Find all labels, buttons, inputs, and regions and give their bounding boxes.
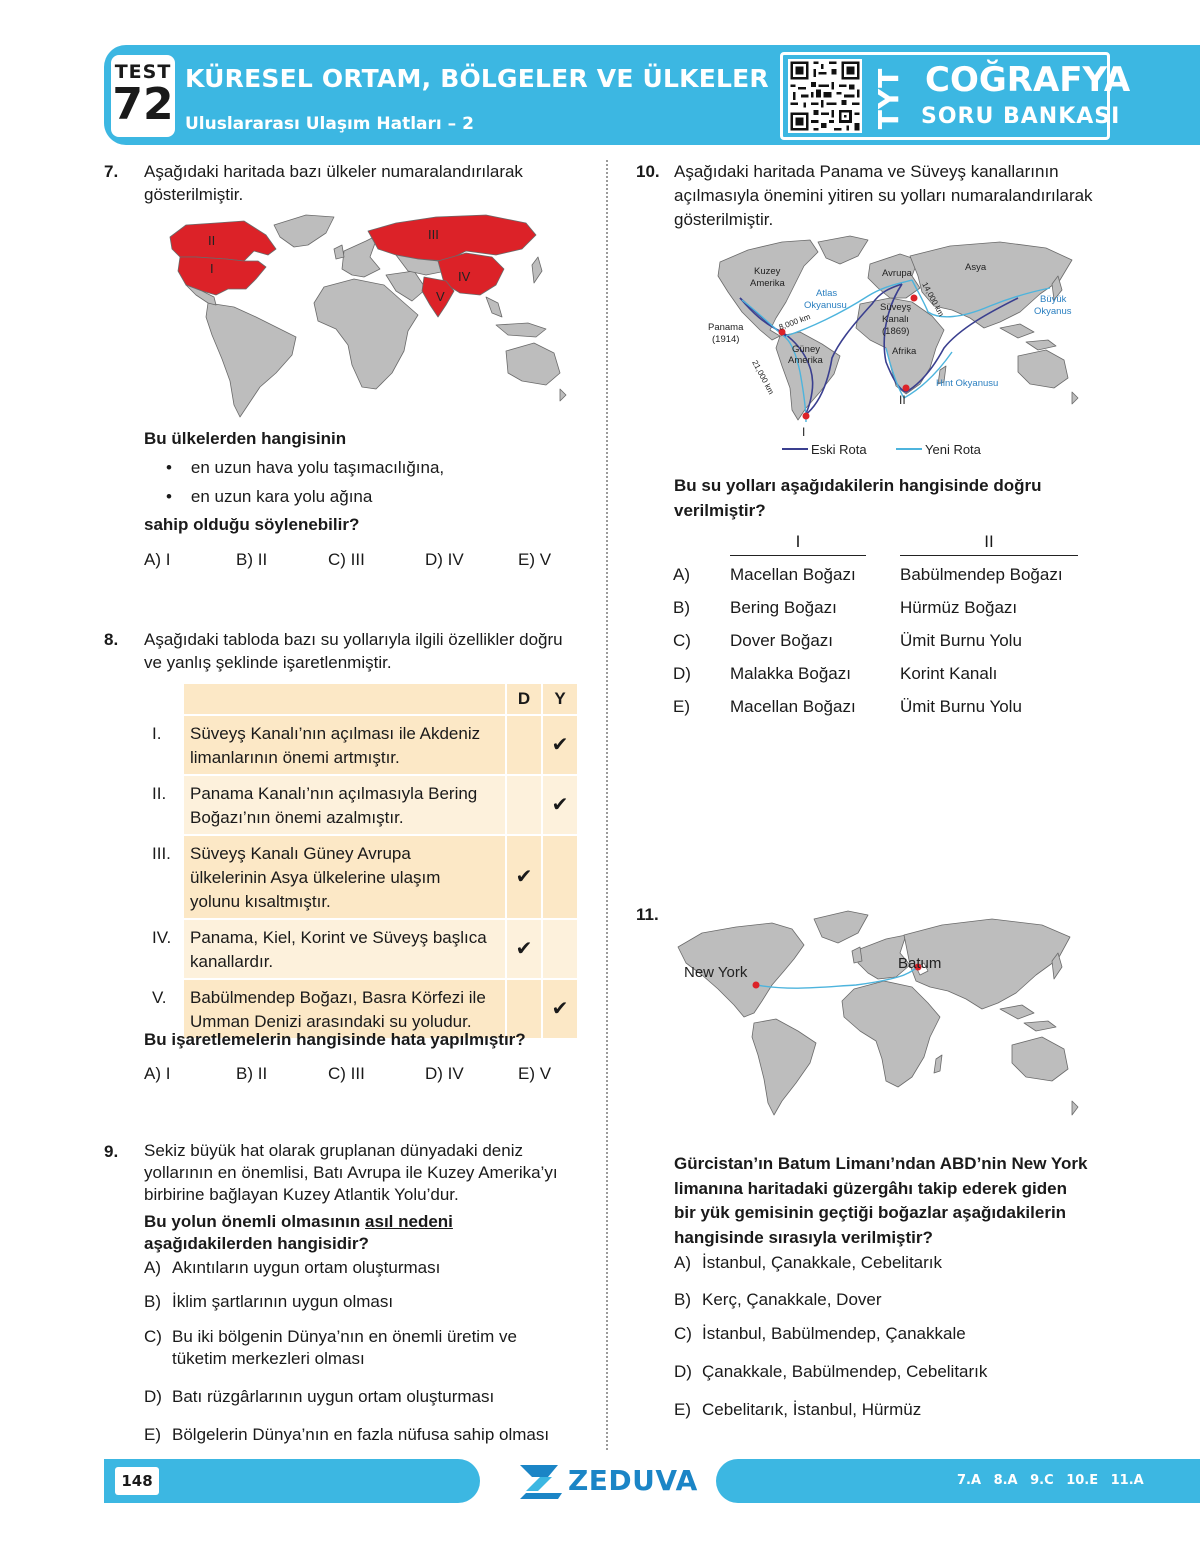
page-number: 148 (115, 1467, 159, 1495)
svg-text:8,000 km: 8,000 km (777, 312, 812, 332)
q10-col-1: I (730, 532, 866, 556)
svg-text:Eski Rota: Eski Rota (811, 442, 867, 457)
brand-title: COĞRAFYA (925, 60, 1131, 100)
svg-text:Kanalı: Kanalı (882, 314, 909, 325)
q9-option-d[interactable]: D) Batı rüzgârlarının uygun ortam oluşturması (144, 1387, 495, 1406)
q11-option-b[interactable]: B) Kerç, Çanakkale, Dover (674, 1290, 882, 1309)
question-11-stem: Gürcistan’ın Batum Limanı’ndan ABD’nin New York limanına haritadaki güzergâhı takip ederek giden bir yük gemisinin geçtiği boğazlar aşağıdakilerin hangisinde sırasıyla verilmiştir? (674, 1154, 1088, 1247)
table-row: V. Babülmendep Boğazı, Basra Körfezi ile Umman Denizi arasındaki su yoludur. ✔ (143, 980, 579, 1040)
question-9-intro: Sekiz büyük hat olarak gruplanan dünyadaki deniz yollarının en önemlisi, Batı Avrupa ile Kuzey Amerika’yı birbirine bağlayan Kuzey Atlantik Yolu’dur. (144, 1141, 558, 1204)
q8-header-d: D (507, 684, 543, 716)
question-8-stem: Bu işaretlemelerin hangisinde hata yapılmıştır? (144, 1030, 526, 1049)
question-7-stem-end: sahip olduğu söylenebilir? (144, 515, 360, 534)
q7-option-a[interactable]: A) I (144, 550, 171, 569)
q8-table (143, 684, 579, 1040)
question-7-bullet-2: • en uzun kara yolu ağına (166, 487, 373, 506)
question-7-stem: Bu ülkelerden hangisinin (144, 429, 347, 448)
question-7-options (144, 550, 551, 570)
q9-option-b[interactable]: B) İklim şartlarının uygun olması (144, 1292, 394, 1311)
q11-world-map (672, 905, 1092, 1135)
publisher-name: ZEDUVA (568, 1464, 698, 1497)
svg-text:Avrupa: Avrupa (882, 268, 912, 279)
q9-option-c[interactable]: C) Bu iki bölgenin Dünya’nın en önemli üretim ve tüketim merkezleri olması (144, 1327, 517, 1368)
question-11-number: 11. (636, 905, 659, 924)
question-9-number: 9. (104, 1142, 119, 1161)
svg-text:II: II (899, 393, 906, 407)
q7-option-b[interactable]: B) II (236, 550, 268, 569)
q7-option-d[interactable]: D) IV (425, 550, 464, 569)
q8-mark-d: ✔ (507, 836, 543, 920)
q8-mark-y: ✔ (543, 776, 579, 836)
q8-mark-d (507, 716, 543, 776)
svg-text:Okyanus: Okyanus (1034, 306, 1072, 317)
q7-label-iii: III (428, 227, 439, 242)
q8-option-e[interactable]: E) V (518, 1064, 552, 1083)
svg-text:(1869): (1869) (882, 326, 910, 337)
svg-text:Panama: Panama (708, 322, 744, 333)
exam-type-label: TYT (872, 67, 906, 129)
svg-text:Amerika: Amerika (750, 278, 785, 289)
answer-key: 7.A 8.A 9.C 10.E 11.A (957, 1473, 1144, 1488)
test-label: TEST (114, 61, 172, 83)
svg-text:Süveyş: Süveyş (880, 302, 912, 313)
question-8-options (144, 1064, 551, 1084)
question-10-intro: Aşağıdaki haritada Panama ve Süveyş kanallarının açılmasıyla önemini yitiren su yolları numaralandırılarak gösterilmiştir. (674, 162, 1093, 229)
q10-option-b[interactable]: B) Bering Boğazı Hürmüz Boğazı (673, 597, 1018, 617)
q10-option-d[interactable]: D) Malakka Boğazı Korint Kanalı (673, 663, 998, 683)
svg-text:Asya: Asya (965, 262, 987, 273)
svg-text:I: I (802, 425, 806, 439)
table-row: III. Süveyş Kanalı Güney Avrupa ülkelerinin Asya ülkelerine ulaşım yolunu kısaltmıştır. ✔ (143, 836, 579, 920)
q7-option-e[interactable]: E) V (518, 550, 552, 569)
q7-world-map (156, 205, 576, 420)
q10-answer-table (673, 530, 1093, 723)
q8-option-b[interactable]: B) II (236, 1064, 268, 1083)
table-row: II. Panama Kanalı’nın açılmasıyla Bering Boğazı’nın önemi azalmıştır. ✔ (143, 776, 579, 836)
svg-text:Güney: Güney (792, 344, 820, 355)
q8-mark-y (543, 836, 579, 920)
svg-text:Okyanusu: Okyanusu (804, 300, 847, 311)
brand-subtitle: SORU BANKASI (921, 104, 1121, 129)
q8-mark-d (507, 776, 543, 836)
q7-label-v: V (436, 289, 445, 304)
q8-mark-y: ✔ (543, 716, 579, 776)
q11-option-e[interactable]: E) Cebelitarık, İstanbul, Hürmüz (674, 1400, 922, 1419)
q10-option-a[interactable]: A) Macellan Boğazı Babülmendep Boğazı (673, 564, 1063, 584)
q9-option-a[interactable]: A) Akıntıların uygun ortam oluşturması (144, 1258, 441, 1277)
question-7-bullet-1: • en uzun hava yolu taşımacılığına, (166, 458, 445, 477)
q10-col-2: II (900, 532, 1078, 556)
q11-option-d[interactable]: D) Çanakkale, Babülmendep, Cebelitarık (674, 1362, 988, 1381)
unit-title: KÜRESEL ORTAM, BÖLGELER VE ÜLKELER (185, 64, 769, 93)
q7-label-iv: IV (458, 269, 471, 284)
svg-text:Amerika: Amerika (788, 355, 823, 366)
q11-option-c[interactable]: C) İstanbul, Babülmendep, Çanakkale (674, 1324, 966, 1343)
question-7-number: 7. (104, 162, 119, 181)
svg-text:Büyük: Büyük (1040, 294, 1067, 305)
q8-option-c[interactable]: C) III (328, 1064, 365, 1083)
question-8-intro: Aşağıdaki tabloda bazı su yollarıyla ilgili özellikler doğru ve yanlış şeklinde işaretlenmiştir. (144, 630, 563, 672)
footer-left-bar (104, 1459, 480, 1503)
q10-option-e[interactable]: E) Macellan Boğazı Ümit Burnu Yolu (673, 696, 1022, 716)
svg-text:Atlas: Atlas (816, 288, 838, 299)
svg-text:Kuzey: Kuzey (754, 266, 781, 277)
svg-text:14,000 km: 14,000 km (920, 280, 946, 318)
q7-label-i: I (210, 261, 214, 276)
test-number: 72 (112, 79, 174, 130)
q8-option-a[interactable]: A) I (144, 1064, 171, 1083)
q7-label-ii: II (208, 233, 216, 248)
svg-text:Hint Okyanusu: Hint Okyanusu (936, 378, 999, 389)
q11-label-newyork: New York (684, 964, 748, 981)
q8-header-y: Y (543, 684, 579, 716)
test-badge (111, 55, 175, 137)
unit-subtitle: Uluslararası Ulaşım Hatları – 2 (185, 114, 474, 134)
q8-mark-d: ✔ (507, 920, 543, 980)
question-10-stem: Bu su yolları aşağıdakilerin hangisinde doğru verilmiştir? (674, 476, 1042, 520)
table-row: I. Süveyş Kanalı’nın açılması ile Akdeniz limanlarının önemi artmıştır. ✔ (143, 716, 579, 776)
question-8-number: 8. (104, 630, 119, 649)
q8-mark-y: ✔ (543, 980, 579, 1040)
q10-option-c[interactable]: C) Dover Boğazı Ümit Burnu Yolu (673, 630, 1022, 650)
q9-option-e[interactable]: E) Bölgelerin Dünya’nın en fazla nüfusa sahip olması (144, 1425, 550, 1444)
column-divider (606, 160, 608, 1450)
q11-option-a[interactable]: A) İstanbul, Çanakkale, Cebelitarık (674, 1253, 943, 1272)
q11-label-batum: Batum (898, 955, 942, 972)
q8-header-blank (184, 684, 507, 716)
table-row: IV. Panama, Kiel, Korint ve Süveyş başlıca kanallardır. ✔ (143, 920, 579, 980)
question-7-intro: Aşağıdaki haritada bazı ülkeler numaralandırılarak gösterilmiştir. (144, 162, 523, 204)
svg-text:Afrika: Afrika (892, 346, 917, 357)
qr-code-icon[interactable] (788, 59, 862, 133)
zeduva-logo-icon (518, 1459, 568, 1503)
q7-option-c[interactable]: C) III (328, 550, 365, 569)
question-10-number: 10. (636, 162, 660, 181)
question-9-stem: Bu yolun önemli olmasının asıl nedeni aşağıdakilerden hangisidir? (144, 1212, 453, 1253)
q10-route-map (700, 232, 1090, 462)
svg-text:21,000 km: 21,000 km (750, 358, 776, 396)
q8-option-d[interactable]: D) IV (425, 1064, 464, 1083)
svg-text:Yeni Rota: Yeni Rota (925, 442, 981, 457)
svg-text:(1914): (1914) (712, 334, 740, 345)
q8-mark-y (543, 920, 579, 980)
